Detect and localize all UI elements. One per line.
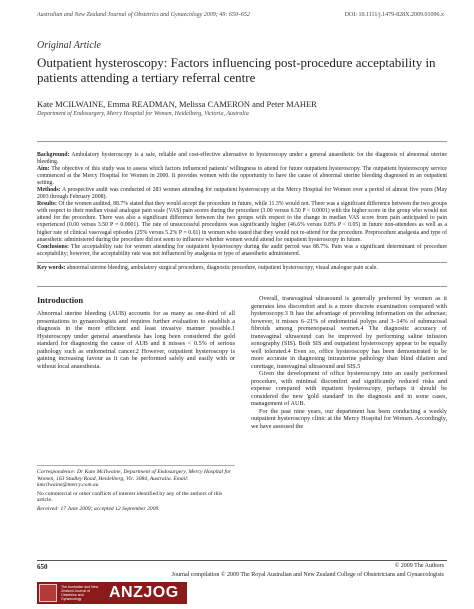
logo-brand: ANZJOG <box>109 584 179 601</box>
abstract-aim <box>37 166 447 187</box>
author-list: Kate MCILWAINE, Emma READMAN, Melissa CAMERON and Peter MAHER <box>37 99 317 109</box>
doi-link[interactable]: DOI: 10.1111/j.1479-828X.2009.01096.x <box>344 12 444 18</box>
journal-citation: Australian and New Zealand Journal of Obstetrics and Gynaecology 2009; 49: 650–652 <box>37 12 250 18</box>
article-title: Outpatient hysteroscopy: Factors influencing post-procedure acceptability in patients attending a tertiary referral centre <box>37 55 436 85</box>
background-label: Background: <box>37 152 70 158</box>
crest-icon <box>39 584 57 602</box>
conclusions-text: The acceptability rate for women attending for outpatient hysteroscopy during the audit period was 88.7%. Pain was a significant determinant of procedure acceptability; however, the acceptability rate was not influenced by analgesia or type of anaesthetic administered. <box>37 243 447 257</box>
abstract-conclusions <box>37 244 447 258</box>
body-paragraph: For the past nine years, our department has been conducting a weekly outpatient hysteroscopy clinic at the Mercy Hospital for Women. Accordingly, we have assessed the <box>251 407 447 430</box>
intro-right-column <box>251 295 447 430</box>
conclusions-label: Conclusions: <box>37 243 69 250</box>
body-paragraph: Overall, transvaginal ultrasound is generally preferred by women as it generates less discomfort and is a more discrete examination compared with hysteroscopy.3 It has the advantage of providing information on the adnexae; however, it misses 6–21% of endometrial polyps and 3–14% of submucosal fibroids among premenopausal women.4 The diagnostic accuracy of transvaginal ultrasound can be improved by performing saline infusion sonography (SIS). Both SIS and outpatient hysteroscopy appear to be equally well tolerated.4 Even so, office hysteroscopy has been demonstrated to be more accurate in diagnosing intrauterine pathology than blind dilation and curettage, transvaginal ultrasound and SIS.5 <box>251 295 447 370</box>
background-text: Ambulatory hysteroscopy is a safe, reliable and cost-effective alternative to hysteroscopy under a general anaesthetic for the diagnosis of abnormal uterine bleeding. <box>37 152 447 166</box>
article-type: Original Article <box>37 40 101 51</box>
keywords-text: abnormal uterine bleeding, ambulatory surgical procedures, diagnostic procedure, outpatient hysteroscopy, visual analogue pain scale. <box>66 265 378 271</box>
correspondence-block <box>37 465 235 513</box>
received-dates: Received: 17 June 2009; accepted 12 September 2009. <box>37 505 160 512</box>
journal-logo <box>37 582 187 604</box>
copyright-journal: Journal compilation © 2009 The Royal Australian and New Zealand College of Obstetricians and Gynaecologists <box>171 572 444 578</box>
intro-paragraph: Abnormal uterine bleeding (AUB) accounts for as many as one-third of all presentations to gynaecologists and requires further evaluation to establish a diagnosis in the more efficient and least invasive manner possible.1 Hysteroscopy under general anaesthesia has long been considered the gold standard for diagnosing the cause of AUB and it misses < 0.5% of serious pathology such as endometrial cancer.2 However, outpatient hysteroscopy is gaining increasing favour as it can be performed safely and easily with or without local anaesthesia. <box>37 310 235 370</box>
intro-heading: Introduction <box>37 295 84 305</box>
abstract-results <box>37 201 447 243</box>
aim-text: The objective of this study was to assess which factors influenced patients' willingness to attend for future outpatient hysteroscopy. The outpatient hysteroscopy service commenced at the Mercy Hospital for Women in 2000. It provides women with the opportunity to have the cause of abnormal uterine bleeding diagnosed in an outpatient setting. <box>37 166 447 187</box>
methods-label: Methods: <box>37 187 61 194</box>
methods-text: A prospective audit was conducted of 283 women attending for outpatient hysteroscopy at the Mercy Hospital for Women over a period of almost five years (May 2003 through February 2008). <box>37 187 447 201</box>
footer-rule <box>37 560 447 561</box>
intro-left-column <box>37 310 235 370</box>
section-divider <box>37 286 447 287</box>
results-text: Of the women audited, 88.7% stated that they would accept the procedure in future, while 11.3% would not. There was a significant difference between the two groups with respect to their median visual analogue pain scale (VAS) pain scores during the procedure (3.00 versus 6.50 P < 0.0001) with the higher score in the group who would not attend for the procedure. There was also a significant difference between the two groups with respect to the change in median VAS score from pain anticipated to pain experienced (0.00 versus 3.50 P = 0.0001). The rate of unsuccessful procedures was significantly higher (46.6% versus 0.8% P < 0.05) in future non-attendees as well as a higher rate of clinical vasovagal episodes (25% versus 5.2% P = 0.01) in women who stated that they would not re-attend for the procedure. Preprocedure analgesia and type of anaesthetic administered during the procedure did not seem to influence whether women would attend for outpatient hysteroscopy in future. <box>37 201 447 243</box>
body-paragraph: Given the development of office hysteroscopy into an easily performed procedure, with minimal discomfort and significantly reduced risks and expense compared with inpatient hysteroscopy, perhaps it should be considered the new 'gold standard' in the diagnosis and in some cases, management of AUB. <box>251 370 447 407</box>
affiliation: Department of Endosurgery, Mercy Hospital for Women, Heidelberg, Victoria, Australia <box>37 111 249 117</box>
abstract <box>37 141 447 263</box>
results-label: Results: <box>37 201 57 208</box>
aim-label: Aim: <box>37 166 50 173</box>
abstract-background <box>37 152 447 166</box>
logo-caption: The Australian and New Zealand Journal of Obstetrics and Gynaecology <box>61 585 99 601</box>
abstract-methods <box>37 187 447 201</box>
correspondence-line: Correspondence: Dr Kate McIlwaine, Department of Endosurgery, Mercy Hospital for Women, 163 Studley Road, Heidelberg, Vic. 3084, Australia. Email: kmcilwaine@mercy.com.au <box>37 469 232 489</box>
page-number: 650 <box>37 563 48 571</box>
copyright-authors: © 2009 The Authors <box>394 563 444 569</box>
keywords-label: Key words: <box>37 265 66 271</box>
keywords <box>37 265 447 272</box>
conflict-statement: No commercial or other conflicts of interest identified by any of the authors of this article. <box>37 490 223 504</box>
